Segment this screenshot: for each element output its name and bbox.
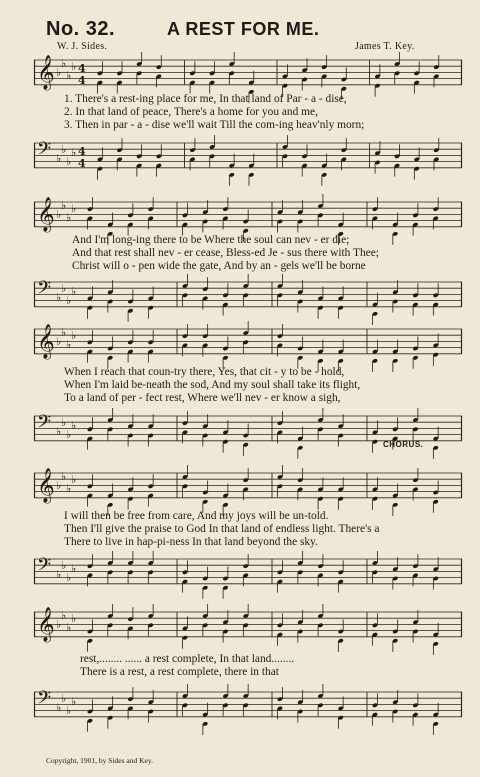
- lyrics-verse-3-line-1: 3. Then in par - a - dise we'll wait Till the com-ing heav'nly morn;: [64, 119, 365, 131]
- flat-sign-icon: ♭: [66, 428, 72, 441]
- flat-sign-icon: ♭: [71, 562, 77, 575]
- treble-staff-2: [34, 197, 462, 232]
- flat-sign-icon: ♭: [61, 470, 67, 483]
- treble-clef-icon: 𝄞: [37, 324, 55, 359]
- flat-sign-icon: ♭: [61, 199, 67, 212]
- flat-sign-icon: ♭: [71, 285, 77, 298]
- chorus-label: CHORUS.: [383, 440, 424, 449]
- hymn-title: A REST FOR ME.: [167, 19, 320, 39]
- flat-sign-icon: ♭: [61, 559, 67, 572]
- flat-sign-icon: ♭: [71, 60, 77, 73]
- bass-staff-4: [34, 557, 462, 585]
- lyrics-verse-2-line-3: When I'm laid be-neath the sod, And my soul shall take its flight,: [64, 379, 361, 391]
- flat-sign-icon: ♭: [56, 152, 62, 165]
- lyrics-verse-3-line-2: Christ will o - pen wide the gate, And by an - gels we'll be borne: [72, 260, 366, 272]
- flat-sign-icon: ♭: [56, 66, 62, 79]
- hymn-number: No. 32.: [46, 18, 116, 40]
- treble-clef-icon: 𝄞: [37, 55, 55, 90]
- bass-clef-icon: 𝄢: [37, 555, 52, 580]
- treble-clef-icon: 𝄞: [37, 197, 55, 232]
- copyright-notice: Copyright, 1901, by Sides and Key.: [46, 756, 154, 765]
- flat-sign-icon: ♭: [71, 473, 77, 486]
- chorus-lyrics-soprano: rest,........ ...... a rest complete, In that land........: [80, 653, 295, 665]
- flat-sign-icon: ♭: [71, 695, 77, 708]
- flat-sign-icon: ♭: [56, 701, 62, 714]
- flat-sign-icon: ♭: [61, 609, 67, 622]
- flat-sign-icon: ♭: [71, 146, 77, 159]
- flat-sign-icon: ♭: [61, 416, 67, 429]
- flat-sign-icon: ♭: [66, 482, 72, 495]
- chorus-lyrics-bass: There is a rest, a rest complete, there in that: [80, 666, 279, 678]
- flat-sign-icon: ♭: [56, 291, 62, 304]
- flat-sign-icon: ♭: [66, 338, 72, 351]
- bass-clef-icon: 𝄢: [37, 139, 52, 164]
- lyricist-credit: W. J. Sides.: [57, 41, 108, 52]
- treble-clef-icon: 𝄞: [37, 607, 55, 642]
- flat-sign-icon: ♭: [71, 329, 77, 342]
- bass-clef-icon: 𝄢: [37, 278, 52, 303]
- flat-sign-icon: ♭: [56, 618, 62, 631]
- bass-staff-1: [34, 141, 462, 169]
- lyrics-verse-2-line-2: And that rest shall nev - er cease, Bless-ed Je - sus there with Thee;: [72, 247, 379, 259]
- flat-sign-icon: ♭: [66, 69, 72, 82]
- flat-sign-icon: ♭: [56, 425, 62, 438]
- lyrics-verse-3-line-3: To a land of per - fect rest, Where we'll nev - er know a sigh,: [64, 392, 341, 404]
- bass-staff-3: [34, 414, 462, 442]
- time-signature-bottom: 4: [78, 157, 86, 170]
- flat-sign-icon: ♭: [71, 202, 77, 215]
- flat-sign-icon: ♭: [71, 612, 77, 625]
- time-signature-top: 4: [78, 145, 86, 158]
- time-signature-bottom: 4: [78, 74, 86, 87]
- treble-staff-1: [34, 55, 462, 90]
- flat-sign-icon: ♭: [56, 568, 62, 581]
- bass-staff-5: [34, 690, 462, 718]
- lyrics-verse-1-line-2: And I'm long-ing there to be Where the soul can nev - er die;: [72, 234, 350, 246]
- composer-credit: James T. Key.: [355, 41, 415, 52]
- flat-sign-icon: ♭: [66, 621, 72, 634]
- lyrics-verse-2-line-1: 2. In that land of peace, There's a home for you and me,: [64, 106, 318, 118]
- flat-sign-icon: ♭: [61, 143, 67, 156]
- flat-sign-icon: ♭: [56, 479, 62, 492]
- flat-sign-icon: ♭: [56, 335, 62, 348]
- bass-clef-icon: 𝄢: [37, 688, 52, 713]
- flat-sign-icon: ♭: [61, 692, 67, 705]
- treble-staff-4: [34, 468, 462, 503]
- bass-clef-icon: 𝄢: [37, 412, 52, 437]
- flat-sign-icon: ♭: [56, 208, 62, 221]
- flat-sign-icon: ♭: [66, 155, 72, 168]
- flat-sign-icon: ♭: [61, 282, 67, 295]
- flat-sign-icon: ♭: [71, 419, 77, 432]
- lyrics-verse-1-line-4: I will then be free from care, And my joys will be un-told.: [64, 510, 329, 522]
- flat-sign-icon: ♭: [66, 294, 72, 307]
- treble-clef-icon: 𝄞: [37, 468, 55, 503]
- lyrics-verse-3-line-4: There to live in hap-pi-ness In that land beyond the sky.: [64, 536, 318, 548]
- flat-sign-icon: ♭: [66, 704, 72, 717]
- flat-sign-icon: ♭: [61, 57, 67, 70]
- flat-sign-icon: ♭: [66, 211, 72, 224]
- flat-sign-icon: ♭: [61, 326, 67, 339]
- treble-staff-3: [34, 324, 462, 359]
- treble-staff-5: [34, 607, 462, 642]
- bass-staff-2: [34, 280, 462, 308]
- lyrics-verse-2-line-4: Then I'll give the praise to God In that land of endless light. There's a: [64, 523, 380, 535]
- flat-sign-icon: ♭: [66, 571, 72, 584]
- lyrics-verse-1-line-1: 1. There's a rest-ing place for me, In that land of Par - a - dise,: [64, 93, 347, 105]
- lyrics-verse-1-line-3: When I reach that coun-try there, Yes, that cit - y to be - hold,: [64, 366, 345, 378]
- time-signature-top: 4: [78, 62, 86, 75]
